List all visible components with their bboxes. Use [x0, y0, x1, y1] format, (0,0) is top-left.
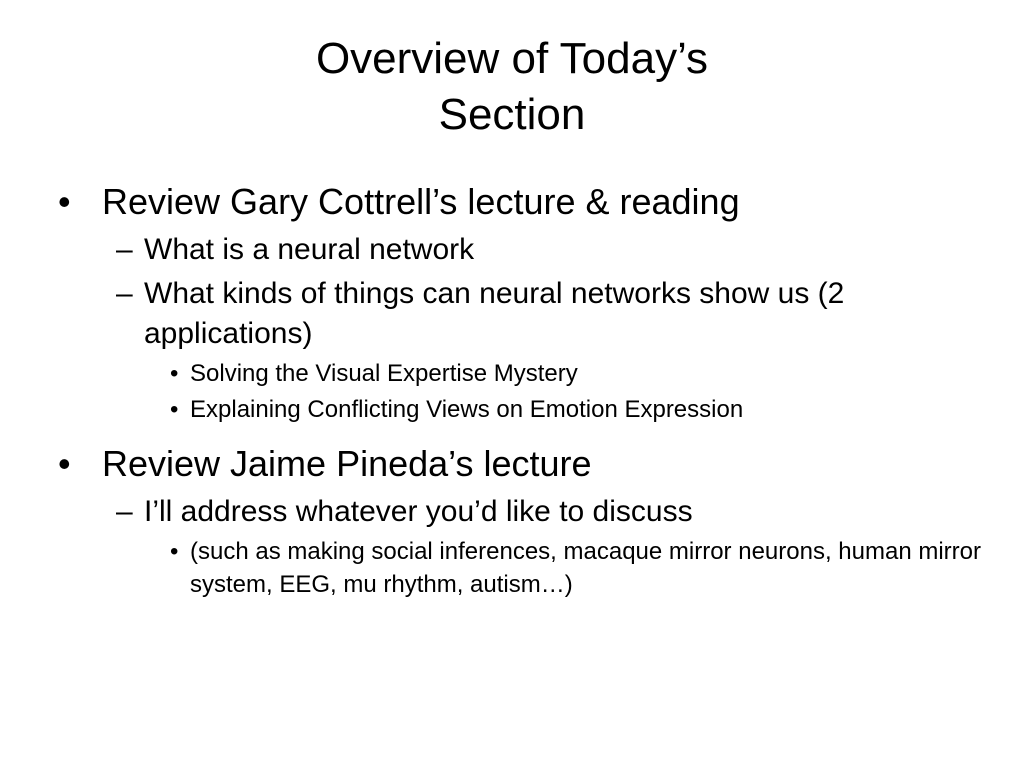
bullet-marker: •	[58, 181, 71, 222]
sub-bullet-discuss	[116, 492, 988, 532]
bullet-text: Review Jaime Pineda’s lecture	[102, 443, 592, 484]
small-bullet-marker: •	[170, 538, 179, 565]
sub-bullet-neural-network	[116, 230, 988, 270]
slide-title-line-2: Section	[438, 90, 586, 139]
bullet-gary-cottrell	[58, 178, 988, 226]
sub-sub-bullet-topics	[170, 535, 988, 601]
sub-bullet-text: What is a neural network	[144, 233, 475, 266]
sub-sub-bullet-text: Solving the Visual Expertise Mystery	[190, 360, 578, 387]
sub-bullet-text: What kinds of things can neural networks show us (2 applications)	[144, 277, 845, 350]
sub-bullet-text: I’ll address whatever you’d like to discuss	[144, 495, 693, 528]
small-bullet-marker: •	[170, 360, 179, 387]
sub-sub-bullet-visual-expertise	[170, 357, 988, 390]
small-bullet-marker: •	[170, 396, 179, 423]
sub-sub-bullet-text: Explaining Conflicting Views on Emotion Expression	[190, 396, 744, 423]
sub-bullet-applications	[116, 274, 988, 354]
slide-content	[58, 178, 988, 601]
sub-sub-bullet-text: (such as making social inferences, macaque mirror neurons, human mirror system, EEG, mu rhythm, autism…)	[190, 538, 981, 598]
slide-title-line-1: Overview of Today’s	[315, 34, 709, 83]
dash-marker: –	[116, 277, 133, 310]
bullet-jaime-pineda	[58, 440, 988, 488]
bullet-text: Review Gary Cottrell’s lecture & reading	[102, 181, 740, 222]
bullet-marker: •	[58, 443, 71, 484]
slide-title	[0, 31, 1024, 143]
dash-marker: –	[116, 495, 133, 528]
dash-marker: –	[116, 233, 133, 266]
sub-sub-bullet-emotion-expression	[170, 393, 988, 426]
